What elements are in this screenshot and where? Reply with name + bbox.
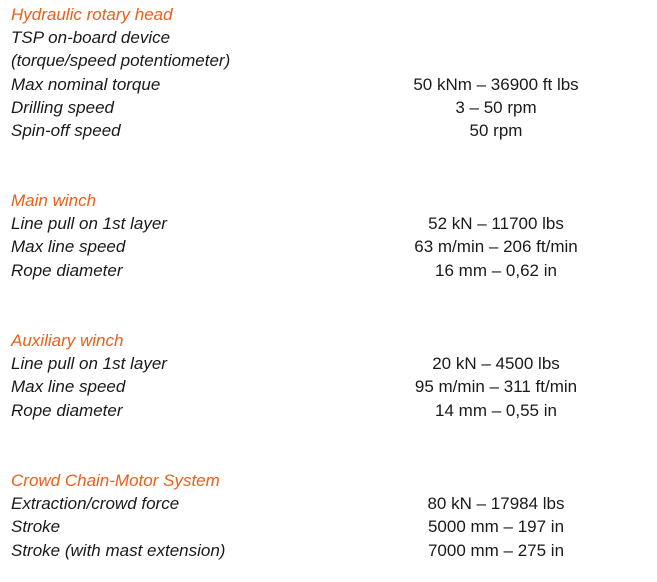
spec-value: 50 kNm – 36900 ft lbs [413, 75, 579, 94]
spec-label: Stroke (with mast extension) [11, 541, 226, 560]
spec-value: 80 kN – 17984 lbs [427, 494, 565, 513]
spec-row [0, 259, 657, 282]
spec-value [376, 49, 616, 72]
spec-value: 52 kN – 11700 lbs [428, 214, 564, 233]
spec-row [0, 119, 657, 142]
spec-value: 14 mm – 0,55 in [435, 401, 557, 420]
spec-row [0, 539, 657, 562]
spec-label: Max nominal torque [11, 75, 161, 94]
spec-value: 63 m/min – 206 ft/min [414, 237, 578, 256]
spec-row [0, 515, 657, 538]
spec-value: 5000 mm – 197 in [427, 517, 565, 536]
spec-row [0, 73, 657, 96]
spec-label: Line pull on 1st layer [11, 354, 167, 373]
spec-value: 20 kN – 4500 lbs [432, 354, 560, 373]
spec-label: Stroke [11, 517, 61, 536]
spec-label: (torque/speed potentiometer) [11, 51, 231, 70]
spec-label: Line pull on 1st layer [11, 214, 167, 233]
spec-label: Spin-off speed [11, 121, 121, 140]
section-title: Hydraulic rotary head [11, 5, 173, 24]
spec-row [0, 26, 657, 49]
spec-label: Extraction/crowd force [11, 494, 180, 513]
section-title: Main winch [11, 191, 97, 210]
spec-label: Rope diameter [11, 261, 123, 280]
spec-value [376, 26, 616, 49]
spec-label: TSP on-board device [11, 28, 171, 47]
spec-row [0, 235, 657, 258]
spec-row [0, 352, 657, 375]
section-title: Crowd Chain-Motor System [11, 471, 220, 490]
spec-row [0, 492, 657, 515]
spec-value: 7000 mm – 275 in [427, 541, 565, 560]
spec-value: 16 mm – 0,62 in [435, 261, 557, 280]
spec-label: Drilling speed [11, 98, 114, 117]
spec-label: Max line speed [11, 237, 126, 256]
spec-row [0, 375, 657, 398]
spec-value: 95 m/min – 311 ft/min [414, 377, 578, 396]
spec-value: 50 rpm [469, 121, 523, 140]
spec-row [0, 49, 657, 72]
spec-label: Max line speed [11, 377, 126, 396]
spec-label: Rope diameter [11, 401, 123, 420]
spec-value: 3 – 50 rpm [455, 98, 537, 117]
spec-row [0, 399, 657, 422]
spec-row [0, 96, 657, 119]
section-title: Auxiliary winch [11, 331, 124, 350]
spec-row [0, 212, 657, 235]
